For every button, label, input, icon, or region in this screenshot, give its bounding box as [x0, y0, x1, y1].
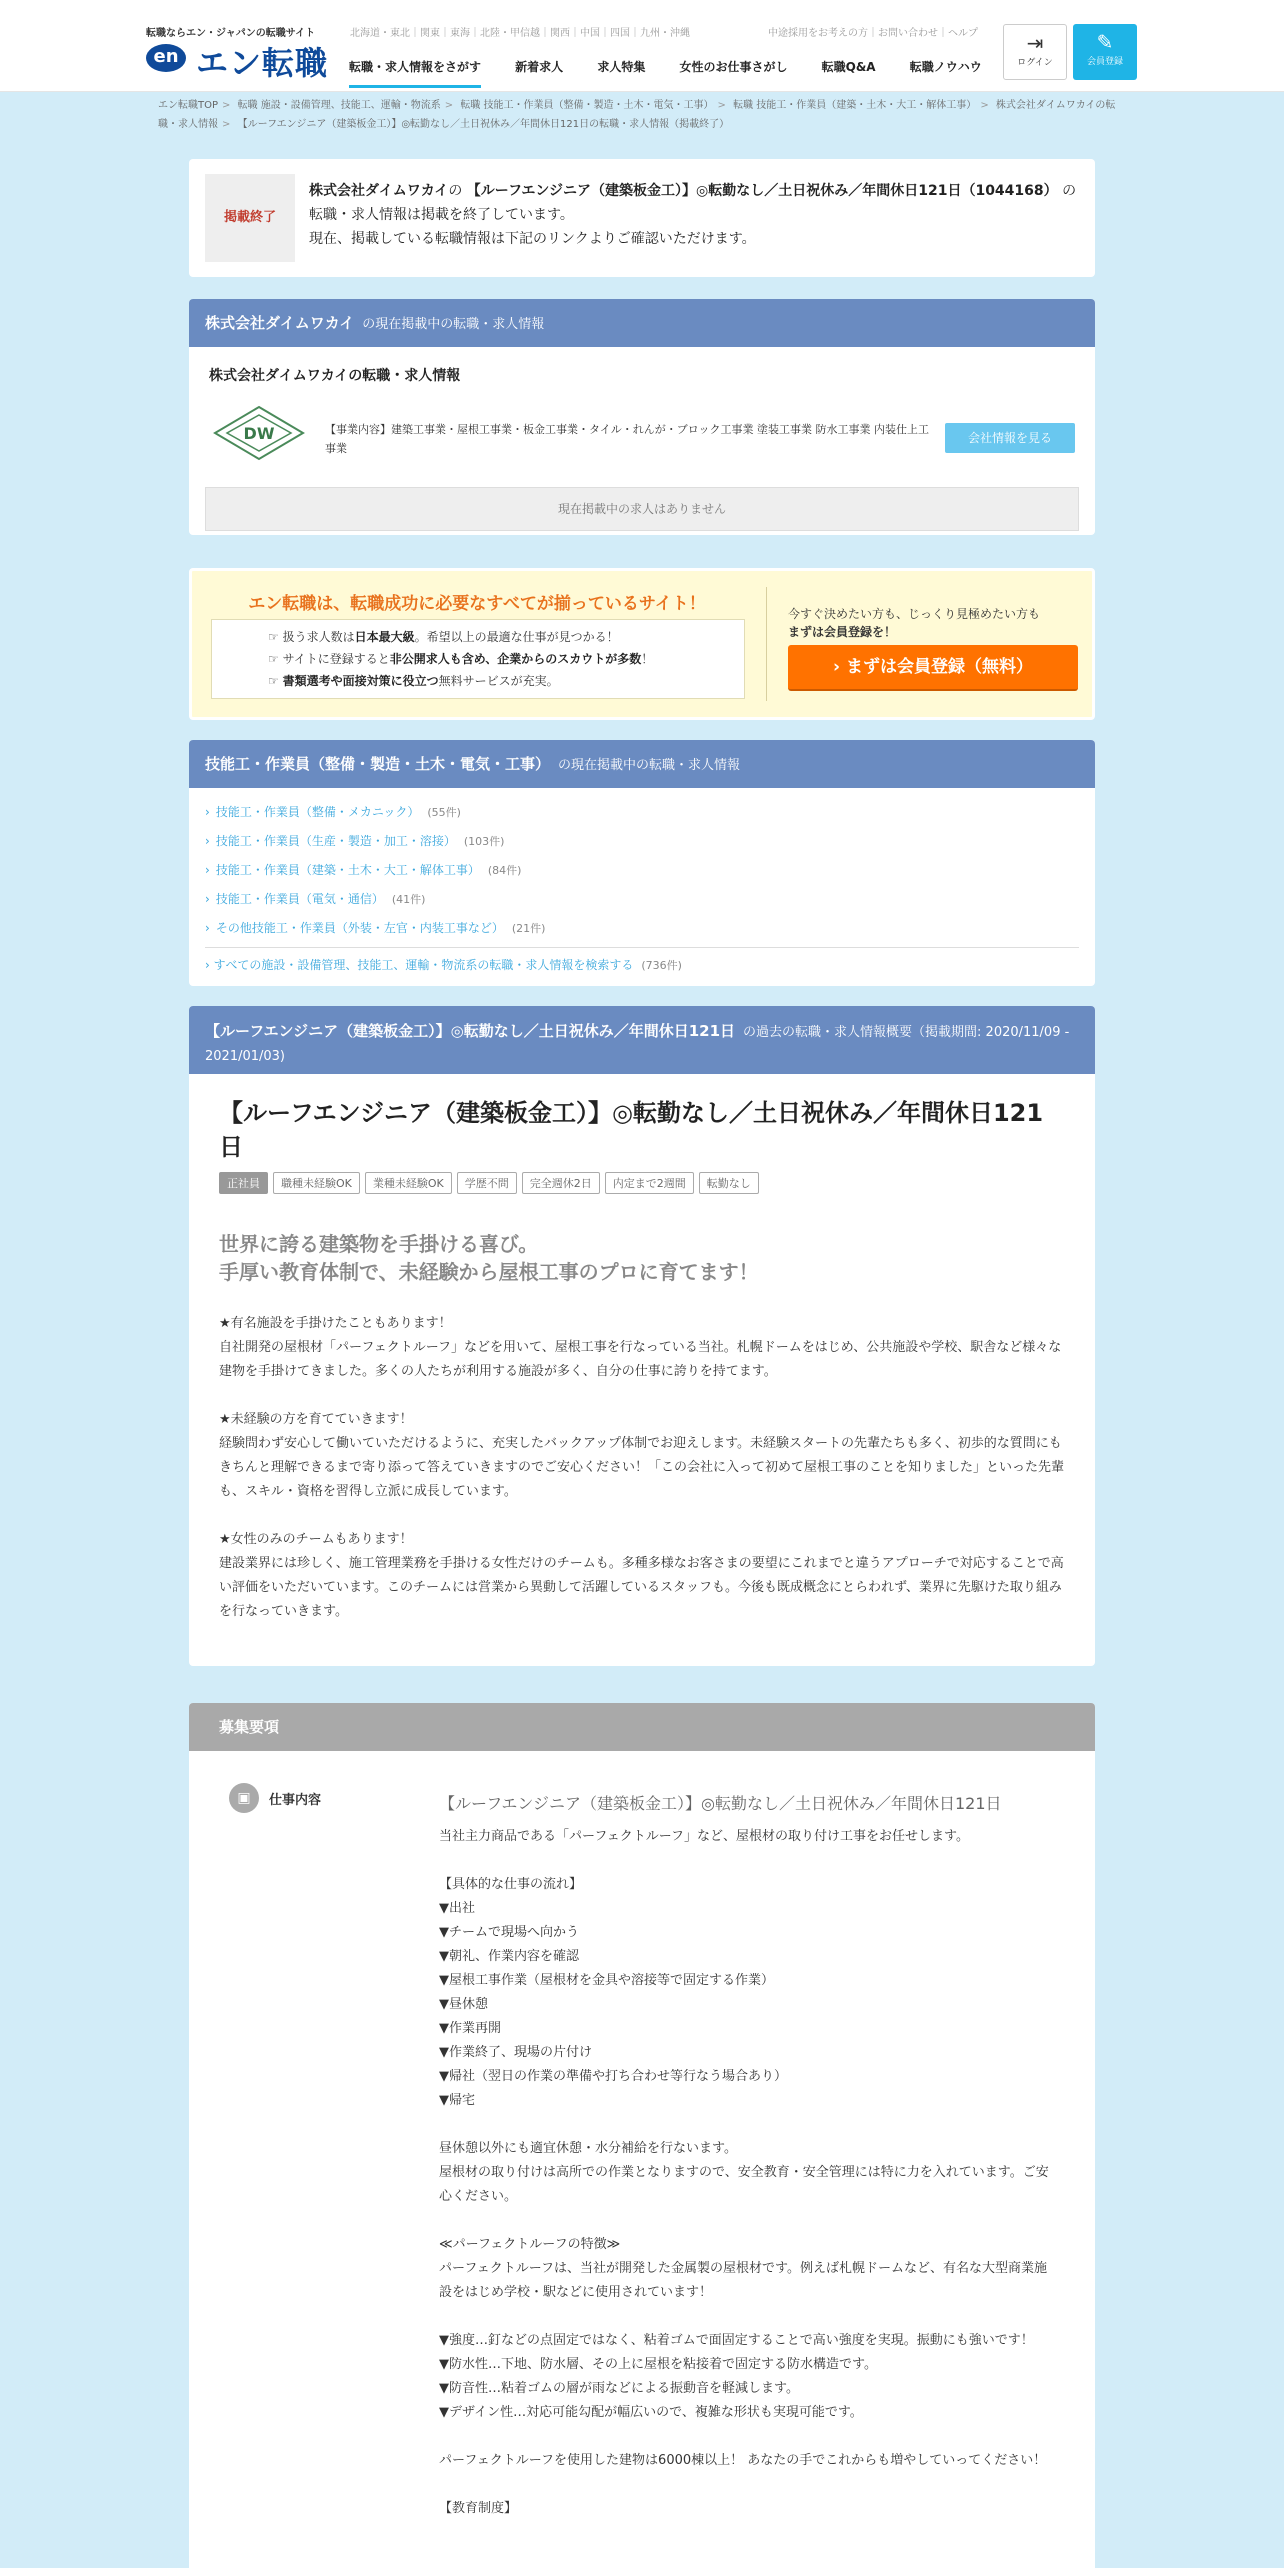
breadcrumb-current: 【ルーフエンジニア（建築板金工）】◎転勤なし／土日祝休み／年間休日121日の転職・求人情報（掲載終了）	[237, 119, 730, 130]
login-icon: ⇥	[1026, 31, 1044, 55]
category-link[interactable]: › その他技能工・作業員（外装・左官・内装工事など） (21件)	[205, 921, 546, 935]
nav-features[interactable]: 求人特集	[597, 60, 646, 74]
promo-item: ☞ 扱う求人数は日本最大級。希望以上の最適な仕事が見つかる！	[268, 630, 619, 644]
catch-line1: 世界に誇る建築物を手掛ける喜び。	[219, 1232, 539, 1256]
breadcrumb-subcategory2[interactable]: 転職 技能工・作業員（建築・土木・大工・解体工事）	[733, 100, 977, 111]
job-catchcopy	[219, 1230, 759, 1286]
chevron-right-icon: ›	[205, 892, 210, 906]
hand-icon: ☞	[268, 674, 283, 688]
promo-item: ☞ サイトに登録すると非公開求人も含め、企業からのスカウトが多数！	[268, 652, 654, 666]
pencil-icon: ✎	[1096, 30, 1114, 54]
job-head-name: 【ルーフエンジニア（建築板金工）】◎転勤なし／土日祝休み／年間休日121日	[205, 1022, 736, 1040]
promo-side-text	[788, 605, 1040, 641]
company-box-header	[189, 299, 1095, 347]
ended-company: 株式会社ダイムワカイ	[309, 183, 449, 199]
category-link[interactable]: › 技能工・作業員（電気・通信） (41件)	[205, 892, 426, 906]
company-head-name: 株式会社ダイムワカイ	[205, 314, 355, 332]
signup-promo	[189, 568, 1095, 720]
ended-job-title: 【ルーフエンジニア（建築板金工）】◎転勤なし／土日祝休み／年間休日121日（1044168）	[466, 183, 1058, 199]
job-content-body: 当社主力商品である「パーフェクトルーフ」など、屋根材の取り付け工事をお任せします。 【具体的な仕事の流れ】 ▼出社 ▼チームで現場へ向かう ▼朝礼、作業内容を確認 ▼屋根工事作業（屋根材を金具や溶接等で固定する作業） ▼昼休憩 ▼作業再開 ▼作業終了、現場の片付け ▼帰社（翌日の作業の準備や打ち合わせ等行なう場合あり） ▼帰宅 昼休憩以外にも適宜休憩・水分補給を行ないます。 屋根材の取り付けは高所での作業となりますので、安全教育・安全管理には特に力を入れています。ご安心ください。 ≪パーフェクトルーフの特徴≫ パーフェクトルーフは、当社が開発した金属製の屋根材です。例えば札幌ドームなど、有名な大型商業施設をはじめ学校・駅などに使用されています！ ▼強度…釘などの点固定ではなく、粘着ゴムで面固定することで高い強度を実現。振動にも強いです！ ▼防水性…下地、防水層、その上に屋根を粘接着で固定する防水構造です。 ▼防音性…粘着ゴムの層が雨などによる振動音を軽減します。 ▼デザイン性…対応可能勾配が幅広いので、複雑な形状も実現可能です。 パーフェクトルーフを使用した建物は6000棟以上！ あなたの手でこれからも増やしていってください！ 【教育制度】	[439, 1829, 1049, 2516]
hand-icon: ☞	[268, 630, 283, 644]
job-box-header	[189, 1006, 1095, 1074]
company-head-suffix: の現在掲載中の転職・求人情報	[362, 317, 545, 332]
promo-side-line1: 今すぐ決めたい方も、じっくり見極めたい方も	[788, 607, 1041, 621]
category-list	[189, 788, 1095, 943]
nav-new-jobs[interactable]: 新着求人	[515, 60, 564, 74]
ended-line2: 現在、掲載している転職情報は下記のリンクよりご確認いただけます。	[309, 231, 756, 247]
promo-list	[211, 619, 745, 699]
job-head-suffix: の過去の転職・求人情報概要（掲載期間: 2020/11/09 - 2021/01/03)	[205, 1025, 1070, 1064]
nav-qa[interactable]: 転職Q&A	[821, 60, 876, 74]
promo-divider	[766, 587, 767, 701]
category-head-suffix: の現在掲載中の転職・求人情報	[558, 758, 741, 773]
ended-line1-tail: の転職・求人情報は掲載を終了しています。	[309, 183, 1077, 223]
job-tag: 転勤なし	[699, 1172, 759, 1194]
chevron-right-icon: ›	[205, 834, 210, 848]
breadcrumb-company[interactable]: 株式会社ダイムワカイの転職・求人情報	[158, 100, 1116, 130]
chevron-right-icon: ›	[833, 657, 846, 677]
job-tag: 完全週休2日	[522, 1172, 600, 1194]
chevron-right-icon: ›	[205, 921, 210, 935]
logo-text[interactable]: エン転職	[196, 44, 329, 82]
catch-line2: 手厚い教育体制で、未経験から屋根工事のプロに育てます！	[219, 1260, 759, 1284]
site-header	[0, 0, 1284, 92]
utility-links[interactable]: 中途採用をお考えの方｜お問い合わせ｜ヘルプ	[768, 28, 978, 39]
category-head-name: 技能工・作業員（整備・製造・土木・電気・工事）	[205, 755, 551, 773]
past-job-overview	[189, 1006, 1095, 1666]
chevron-right-icon: ›	[205, 805, 210, 819]
business-description	[325, 420, 935, 458]
login-button[interactable]	[1003, 24, 1067, 80]
promo-item: ☞ 書類選考や面接対策に役立つ無料サービスが充実。	[268, 674, 559, 688]
job-title: 【ルーフエンジニア（建築板金工）】◎転勤なし／土日祝休み／年間休日121日	[219, 1099, 1044, 1161]
logo-en-mark[interactable]: en	[146, 44, 186, 72]
breadcrumb-subcategory[interactable]: 転職 技能工・作業員（整備・製造・土木・電気・工事）	[460, 100, 714, 111]
category-box-header	[189, 740, 1095, 788]
hand-icon: ☞	[268, 652, 283, 666]
ended-message	[309, 179, 1079, 251]
region-links[interactable]: 北海道・東北｜関東｜東海｜北陸・甲信越｜関西｜中国｜四国｜九州・沖縄	[350, 28, 690, 39]
breadcrumb-category[interactable]: 転職 施設・設備管理、技能工、運輸・物流系	[237, 100, 441, 111]
job-tags	[219, 1172, 764, 1194]
ended-particle: の	[448, 183, 463, 199]
company-title: 株式会社ダイムワカイの転職・求人情報	[209, 368, 461, 384]
job-tag: 職種未経験OK	[273, 1172, 360, 1194]
all-category-link[interactable]: › すべての施設・設備管理、技能工、運輸・物流系の転職・求人情報を検索する (736件)	[205, 958, 682, 972]
biz-text: 建築工事業・屋根工事業・板金工事業・タイル・れんが・ブロック工事業 塗装工事業 防水工事業 内装仕上工事業	[325, 423, 930, 455]
listing-ended-notice	[189, 159, 1095, 277]
promo-title: エン転職は、転職成功に必要なすべてが揃っているサイト！	[248, 594, 706, 614]
company-jobs-box	[189, 299, 1095, 535]
requirements-header: 募集要項	[189, 1703, 1095, 1751]
chevron-right-icon: ›	[205, 958, 214, 972]
tag-employment-type: 正社員	[219, 1172, 268, 1194]
breadcrumb: エン転職TOP > 転職 施設・設備管理、技能工、運輸・物流系 > 転職 技能工・作業員（整備・製造・土木・電気・工事） > 転職 技能工・作業員（建築・土木・大工・解体工事） > 株式会社ダイムワカイの転職・求人情報 > 【ルーフエンジニア（建築板金工）】◎転勤なし／土日祝休み／年間休日121日の転職・求人情報（掲載終了）	[158, 100, 1116, 130]
job-tag: 学歴不問	[457, 1172, 517, 1194]
category-link[interactable]: › 技能工・作業員（整備・メカニック） (55件)	[205, 805, 461, 819]
main-nav	[349, 58, 1012, 90]
nav-knowhow[interactable]: 転職ノウハウ	[909, 60, 982, 74]
category-jobs-box	[189, 740, 1095, 986]
register-label: 会員登録	[1086, 57, 1123, 67]
svg-text:DW: DW	[243, 424, 275, 443]
job-content-title: 【ルーフエンジニア（建築板金工）】◎転勤なし／土日祝休み／年間休日121日	[439, 1794, 1002, 1813]
biz-label: 【事業内容】	[325, 423, 391, 436]
ended-badge: 掲載終了	[205, 174, 295, 262]
category-link[interactable]: › 技能工・作業員（生産・製造・加工・溶接） (103件)	[205, 834, 505, 848]
nav-search-jobs[interactable]: 転職・求人情報をさがす	[349, 58, 481, 88]
logo-tagline: 転職ならエン・ジャパンの転職サイト	[146, 28, 316, 39]
no-jobs-message: 現在掲載中の求人はありません	[205, 487, 1079, 531]
company-logo	[211, 403, 307, 463]
register-button[interactable]	[1073, 24, 1137, 80]
breadcrumb-top[interactable]: エン転職TOP	[158, 100, 219, 111]
job-description: ★有名施設を手掛けたこともあります！ 自社開発の屋根材「パーフェクトルーフ」などを用いて、屋根工事を行なっている当社。札幌ドームをはじめ、公共施設や学校、駅舎など様々な建物を手掛けてきました。多くの人たちが利用する施設が多く、自分の仕事に誇りを持てます。 ★未経験の方を育てていきます！ 経験問わず安心して働いていただけるように、充実したバックアップ体制でお迎えします。未経験スタートの先輩たちも多く、初歩的な質問にもきちんと理解できるまで寄り添って答えていきますのでご安心ください！「この会社に入って初めて屋根工事のことを知りました」といった先輩も、スキル・資格を習得し立派に成長しています。 ★女性のみのチームもあります！ 建設業界には珍しく、施工管理業務を手掛ける女性だけのチームも。多種多様なお客さまの要望にこれまでと違うアプローチで対応することで高い評価をいただいています。このチームには営業から異動して活躍しているスタッフも。今後も既成概念にとらわれず、業界に先駆けた取り組みを行なっていきます。	[219, 1316, 1065, 1619]
login-label: ログイン	[1017, 58, 1053, 68]
promo-side-line2: まずは会員登録を！	[788, 625, 897, 639]
chevron-right-icon: ›	[205, 863, 210, 877]
briefcase-icon: ▣	[229, 1783, 259, 1813]
view-company-button[interactable]: 会社情報を見る	[945, 423, 1075, 453]
job-content-label: 仕事内容	[269, 1793, 322, 1808]
recruitment-details	[189, 1703, 1095, 2568]
job-tag: 内定まで2週間	[605, 1172, 694, 1194]
register-free-button[interactable]: › まずは会員登録（無料）	[788, 645, 1078, 691]
category-link[interactable]: › 技能工・作業員（建築・土木・大工・解体工事） (84件)	[205, 863, 522, 877]
nav-women-jobs[interactable]: 女性のお仕事さがし	[679, 60, 788, 74]
job-tag: 業種未経験OK	[365, 1172, 452, 1194]
